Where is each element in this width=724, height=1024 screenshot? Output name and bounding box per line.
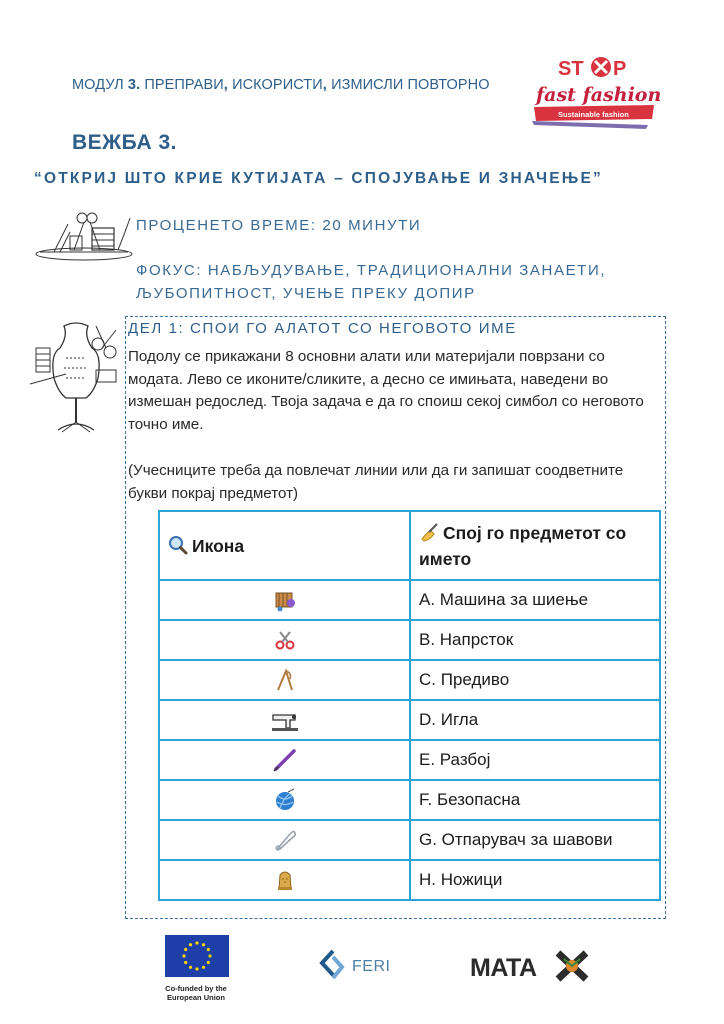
table-row — [159, 700, 660, 740]
stop-fast-fashion-logo — [528, 55, 660, 135]
icon-cell — [159, 700, 410, 740]
module-part-1: ПРЕПРАВИ — [140, 77, 224, 93]
header-icon-label: Икона — [192, 535, 245, 556]
logo-p-text: P — [613, 58, 627, 80]
table-row — [159, 620, 660, 660]
eu-caption: Co-funded by the European Union — [165, 984, 227, 1002]
table-header-row — [159, 511, 660, 580]
header-match-label: Спој го предметот со името — [419, 522, 627, 569]
mata-logo-text: MATA — [470, 954, 537, 982]
module-part-2: ИСКОРИСТИ — [227, 77, 323, 93]
label-cell: G. Отпарувач за шавови — [410, 820, 660, 860]
seam-ripper-icon — [272, 667, 298, 693]
part1-note: (Учесниците треба да повлечат линии или да ги запишат соодветните букви покрај предметот) — [128, 462, 624, 502]
icon-cell — [159, 660, 410, 700]
icon-cell — [159, 620, 410, 660]
table-row — [159, 780, 660, 820]
feri-text: FERI — [352, 958, 391, 975]
sewing-machine-icon — [270, 707, 300, 733]
label-cell: H. Ножици — [410, 860, 660, 900]
safety-pin-icon — [272, 827, 298, 853]
module-number: 3. — [127, 77, 141, 93]
table-row — [159, 860, 660, 900]
yarn-ball-icon — [272, 787, 298, 813]
dress-form-illustration — [26, 318, 126, 443]
eu-flag-logo — [165, 935, 229, 982]
magnifier-icon — [168, 535, 188, 555]
estimated-time: ПРОЦЕНЕТО ВРЕМЕ: 20 МИНУТИ — [136, 217, 422, 234]
table-row — [159, 740, 660, 780]
label-cell: E. Разбој — [410, 740, 660, 780]
label-cell: C. Предиво — [410, 660, 660, 700]
icon-cell — [159, 860, 410, 900]
thimble-icon — [272, 867, 298, 893]
writing-hand-icon — [419, 522, 439, 542]
header-icon-cell — [159, 511, 410, 580]
feri-logo — [316, 948, 350, 987]
table-row — [159, 820, 660, 860]
icon-cell — [159, 820, 410, 860]
part1-title: ДЕЛ 1: СПОИ ГО АЛАТОТ СО НЕГОВОТО ИМЕ — [128, 320, 517, 337]
table-row — [159, 660, 660, 700]
module-part-3: ИЗМИСЛИ ПОВТОРНО — [326, 77, 490, 93]
module-heading — [72, 74, 492, 96]
label-cell: D. Игла — [410, 700, 660, 740]
focus-text: ФОКУС: НАБЉУДУВАЊЕ, ТРАДИЦИОНАЛНИ ЗАНАЕТИ, ЉУБОПИТНОСТ, УЧЕЊЕ ПРЕКУ ДОПИР — [136, 262, 607, 302]
label-cell: B. Напрсток — [410, 620, 660, 660]
header-match-cell — [410, 511, 660, 580]
icon-cell — [159, 780, 410, 820]
icon-cell — [159, 580, 410, 620]
sewing-tools-illustration — [34, 206, 134, 267]
comma-1: , — [223, 77, 228, 93]
exercise-subtitle: “ОТКРИЈ ШТО КРИЕ КУТИЈАТА – СПОЈУВАЊЕ И ЗНАЧЕЊЕ” — [34, 170, 603, 187]
part1-description: Подолу се прикажани 8 основни алати или материјали поврзани со модата. Лево се иконите/сликите, а десно се имињата, наведени во измешан редослед. Твоја задача е да го споиш секој симбол со неговото точно име. — [128, 348, 644, 433]
mata-logo-mark — [554, 949, 590, 988]
matching-table — [158, 510, 661, 901]
label-cell: A. Машина за шиење — [410, 580, 660, 620]
comma-2: , — [322, 77, 327, 93]
loom-icon — [272, 587, 298, 613]
exercise-title: ВЕЖБА 3. — [72, 131, 177, 154]
logo-sustainable-text: Sustainable fashion — [558, 110, 629, 119]
logo-fast-fashion-text: fast fashion — [536, 84, 660, 106]
module-prefix: МОДУЛ — [72, 77, 128, 93]
label-cell: F. Безопасна — [410, 780, 660, 820]
scissors-icon — [272, 627, 298, 653]
needle-icon — [272, 747, 298, 773]
icon-cell — [159, 740, 410, 780]
table-row — [159, 580, 660, 620]
logo-stop-text: ST — [558, 58, 584, 80]
